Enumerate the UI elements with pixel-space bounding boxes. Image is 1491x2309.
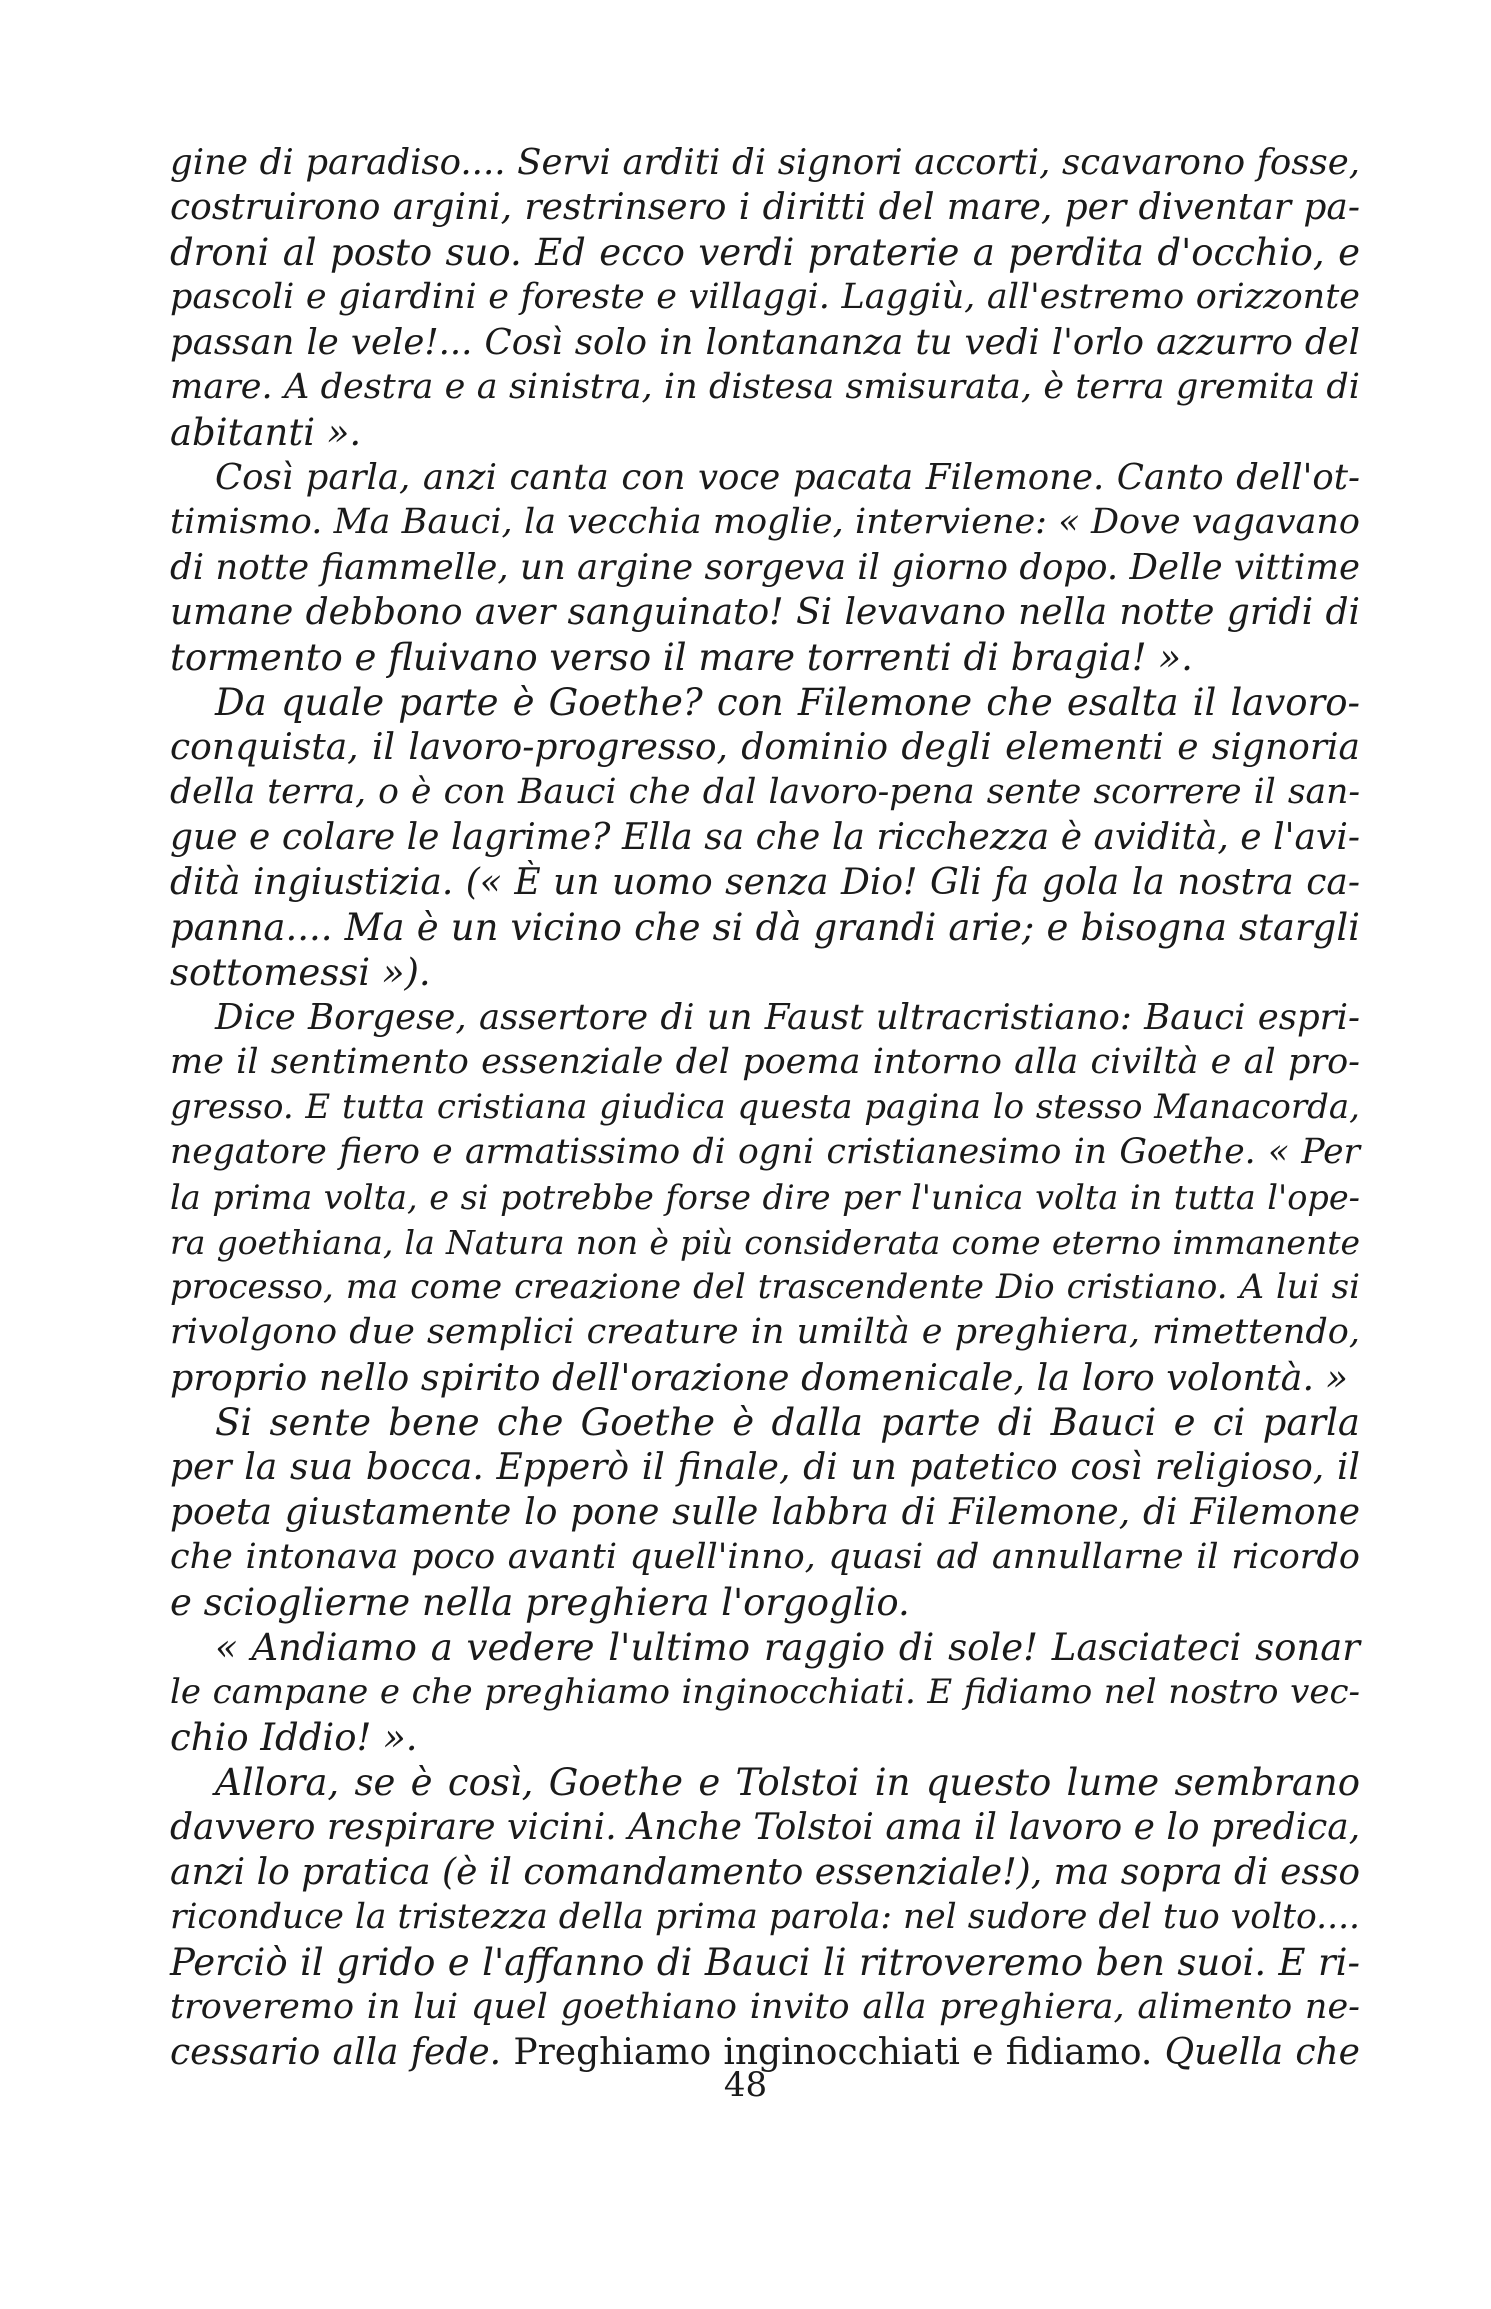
text-line: costruirono argini, restrinsero i diritti del mare, per diventar pa- (170, 187, 1360, 228)
text-line: mare. A destra e a sinistra, in distesa smisurata, è terra gremita di (170, 367, 1360, 407)
text-line: la prima volta, e si potrebbe forse dire per l'unica volta in tutta l'ope- (170, 1178, 1360, 1217)
text-line: droni al posto suo. Ed ecco verdi praterie a perdita d'occhio, e (170, 231, 1360, 274)
text-line: dità ingiustizia. (« È un uomo senza Dio! Gli fa gola la nostra ca- (170, 862, 1360, 903)
text-line: Dice Borgese, assertore di un Faust ultracristiano: Bauci espri- (215, 997, 1360, 1038)
text-fragment-italic: Quella che (1164, 2032, 1360, 2073)
text-line: Così parla, anzi canta con voce pacata Filemone. Canto dell'ot- (215, 457, 1360, 498)
text-line: conquista, il lavoro-progresso, dominio degli elementi e signoria (170, 727, 1360, 768)
text-line: Si sente bene che Goethe è dalla parte di Bauci e ci parla (215, 1401, 1360, 1444)
text-line: gresso. E tutta cristiana giudica questa pagina lo stesso Manacorda, (170, 1087, 1360, 1127)
text-line: umane debbono aver sanguinato! Si levavano nella notte gridi di (170, 592, 1360, 633)
text-line: tormento e fluivano verso il mare torrenti di bragia! ». (170, 636, 1193, 679)
text-line: troveremo in lui quel goethiano invito alla preghiera, alimento ne- (170, 1987, 1360, 2027)
text-line: Allora, se è così, Goethe e Tolstoi in questo lume sembrano (215, 1761, 1360, 1804)
text-line: proprio nello spirito dell'orazione domenicale, la loro volontà. » (170, 1356, 1348, 1399)
text-line: le campane e che preghiamo inginocchiati. E fidiamo nel nostro vec- (170, 1672, 1360, 1712)
text-line: di notte fiammelle, un argine sorgeva il giorno dopo. Delle vittime (170, 547, 1360, 588)
text-line: passan le vele!... Così solo in lontananza tu vedi l'orlo azzurro del (170, 322, 1360, 363)
text-line: panna.... Ma è un vicino che si dà grandi arie; e bisogna stargli (170, 906, 1360, 949)
text-line: sottomessi »). (170, 951, 431, 994)
text-line: me il sentimento essenziale del poema intorno alla civiltà e al pro- (170, 1042, 1360, 1082)
text-fragment-roman: Preghiamo inginocchiati e fidiamo. (513, 2032, 1153, 2073)
text-line: e scioglierne nella preghiera l'orgoglio. (170, 1581, 910, 1624)
text-line: che intonava poco avanti quell'inno, quasi ad annullarne il ricordo (170, 1537, 1360, 1577)
text-line: chio Iddio! ». (170, 1716, 418, 1759)
text-line: gue e colare le lagrime? Ella sa che la ricchezza è avidità, e l'avi- (170, 817, 1360, 858)
text-line: rivolgono due semplici creature in umiltà e preghiera, rimettendo, (170, 1312, 1360, 1352)
text-fragment-italic: cessario alla fede. (170, 2032, 502, 2073)
text-line: gine di paradiso.... Servi arditi di signori accorti, scavarono fosse, (170, 142, 1360, 183)
text-line: anzi lo pratica (è il comandamento essenziale!), ma sopra di esso (170, 1852, 1360, 1893)
text-line: per la sua bocca. Epperò il finale, di un patetico così religioso, il (170, 1447, 1360, 1488)
text-line: davvero respirare vicini. Anche Tolstoi ama il lavoro e lo predica, (170, 1807, 1361, 1848)
page-number: 48 (723, 2065, 768, 2105)
text-line: processo, ma come creazione del trascendente Dio cristiano. A lui si (170, 1267, 1360, 1307)
text-line: Perciò il grido e l'affanno di Bauci li ritroveremo ben suoi. E ri- (170, 1941, 1360, 1984)
text-line: pascoli e giardini e foreste e villaggi. Laggiù, all'estremo orizzonte (170, 277, 1360, 317)
text-line: della terra, o è con Bauci che dal lavoro-pena sente scorrere il san- (170, 772, 1360, 812)
text-line: « Andiamo a vedere l'ultimo raggio di sole! Lasciateci sonar (215, 1626, 1360, 1669)
text-line: abitanti ». (170, 411, 362, 454)
text-line: riconduce la tristezza della prima parola: nel sudore del tuo volto.... (170, 1897, 1360, 1937)
text-line: Da quale parte è Goethe? con Filemone che esalta il lavoro- (215, 681, 1360, 724)
text-line: timismo. Ma Bauci, la vecchia moglie, interviene: « Dove vagavano (170, 502, 1360, 542)
text-line: poeta giustamente lo pone sulle labbra di Filemone, di Filemone (170, 1492, 1360, 1533)
body-text (170, 140, 1360, 2075)
text-line: negatore fiero e armatissimo di ogni cristianesimo in Goethe. « Per (170, 1132, 1360, 1172)
text-line: ra goethiana, la Natura non è più considerata come eterno immanente (170, 1223, 1360, 1262)
